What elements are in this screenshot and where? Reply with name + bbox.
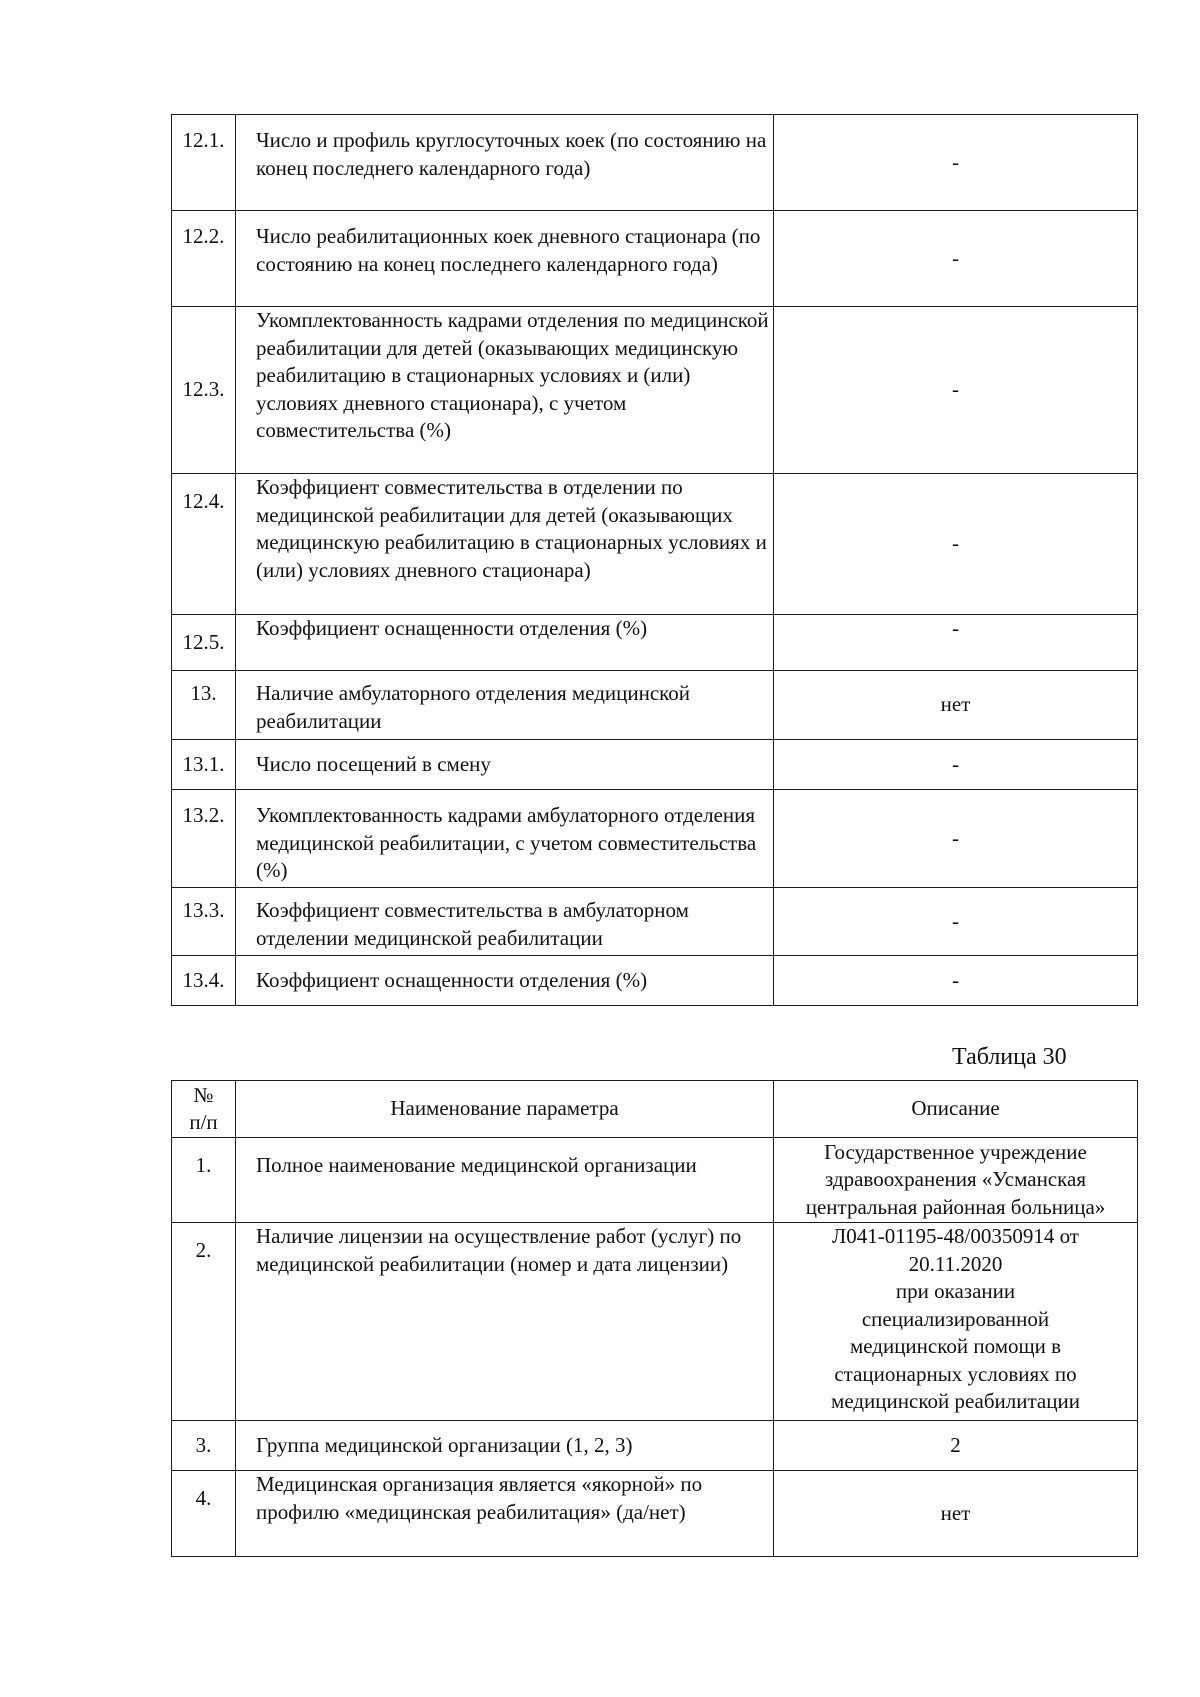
row-name: Число реабилитационных коек дневного стационара (по состоянию на конец последнего календарного года) bbox=[236, 211, 774, 307]
table-row bbox=[172, 790, 1138, 888]
table-row bbox=[172, 740, 1138, 790]
license-line: Л041-01195-48/00350914 от bbox=[832, 1224, 1079, 1248]
row-value: нет bbox=[774, 671, 1138, 740]
table-row bbox=[172, 888, 1138, 956]
row-name: Коэффициент оснащенности отделения (%) bbox=[236, 956, 774, 1006]
table-row bbox=[172, 307, 1138, 474]
row-number: 2. bbox=[172, 1223, 236, 1421]
row-value: 2 bbox=[774, 1421, 1138, 1471]
row-name: Укомплектованность кадрами амбулаторного отделения медицинской реабилитации, с учетом совместительства (%) bbox=[236, 790, 774, 888]
row-value: - bbox=[774, 888, 1138, 956]
row-number: 13.4. bbox=[172, 956, 236, 1006]
header-number: № п/п bbox=[172, 1081, 236, 1138]
row-number: 12.3. bbox=[172, 307, 236, 474]
row-value bbox=[774, 1223, 1138, 1421]
row-value: Государственное учреждение здравоохранения «Усманская центральная районная больница» bbox=[774, 1138, 1138, 1223]
row-name: Число посещений в смену bbox=[236, 740, 774, 790]
row-name: Наличие амбулаторного отделения медицинской реабилитации bbox=[236, 671, 774, 740]
table-caption: Таблица 30 bbox=[952, 1044, 1067, 1070]
table-row bbox=[172, 1138, 1138, 1223]
row-number: 1. bbox=[172, 1138, 236, 1223]
table-row bbox=[172, 115, 1138, 211]
table-indicators bbox=[171, 114, 1138, 1006]
row-value: - bbox=[774, 615, 1138, 671]
row-name: Коэффициент оснащенности отделения (%) bbox=[236, 615, 774, 671]
table-row bbox=[172, 211, 1138, 307]
row-name: Число и профиль круглосуточных коек (по состоянию на конец последнего календарного года) bbox=[236, 115, 774, 211]
row-number: 12.5. bbox=[172, 615, 236, 671]
header-value: Описание bbox=[774, 1081, 1138, 1138]
table-header-row bbox=[172, 1081, 1138, 1138]
row-number: 13.2. bbox=[172, 790, 236, 888]
row-number: 13. bbox=[172, 671, 236, 740]
row-value: нет bbox=[774, 1471, 1138, 1557]
row-value: - bbox=[774, 740, 1138, 790]
license-line: медицинской помощи в bbox=[849, 1334, 1062, 1358]
row-number: 13.3. bbox=[172, 888, 236, 956]
row-name: Полное наименование медицинской организации bbox=[236, 1138, 774, 1223]
row-number: 13.1. bbox=[172, 740, 236, 790]
row-name: Группа медицинской организации (1, 2, 3) bbox=[236, 1421, 774, 1471]
table-row bbox=[172, 615, 1138, 671]
table-row bbox=[172, 1471, 1138, 1557]
license-line: 20.11.2020 bbox=[908, 1251, 1003, 1276]
table-row bbox=[172, 671, 1138, 740]
table-row bbox=[172, 956, 1138, 1006]
row-number: 4. bbox=[172, 1471, 236, 1557]
row-value: - bbox=[774, 115, 1138, 211]
row-number: 3. bbox=[172, 1421, 236, 1471]
table-row bbox=[172, 1421, 1138, 1471]
table-organization bbox=[171, 1080, 1138, 1557]
row-name: Наличие лицензии на осуществление работ (услуг) по медицинской реабилитации (номер и дата лицензии) bbox=[236, 1223, 774, 1421]
license-line: специализированной bbox=[861, 1306, 1050, 1331]
license-line: стационарных условиях по bbox=[834, 1361, 1077, 1386]
row-number: 12.4. bbox=[172, 474, 236, 615]
table-row bbox=[172, 1223, 1138, 1421]
row-name: Коэффициент совместительства в отделении по медицинской реабилитации для детей (оказывающих медицинскую реабилитацию в стационарных условиях и (или) условиях дневного стационара) bbox=[236, 474, 774, 615]
row-name: Коэффициент совместительства в амбулаторном отделении медицинской реабилитации bbox=[236, 888, 774, 956]
row-value: - bbox=[774, 307, 1138, 474]
row-name: Медицинская организация является «якорной» по профилю «медицинская реабилитация» (да/нет) bbox=[236, 1471, 774, 1557]
row-number: 12.1. bbox=[172, 115, 236, 211]
table-row bbox=[172, 474, 1138, 615]
row-value: - bbox=[774, 474, 1138, 615]
row-name: Укомплектованность кадрами отделения по медицинской реабилитации для детей (оказывающих медицинскую реабилитацию в стационарных условиях и (или) условиях дневного стационара), с учетом совместительства (%) bbox=[236, 307, 774, 474]
row-value: - bbox=[774, 956, 1138, 1006]
license-line: при оказании bbox=[895, 1279, 1016, 1303]
row-value: - bbox=[774, 211, 1138, 307]
row-value: - bbox=[774, 790, 1138, 888]
row-number: 12.2. bbox=[172, 211, 236, 307]
header-name: Наименование параметра bbox=[236, 1081, 774, 1138]
license-line: медицинской реабилитации bbox=[831, 1389, 1080, 1413]
